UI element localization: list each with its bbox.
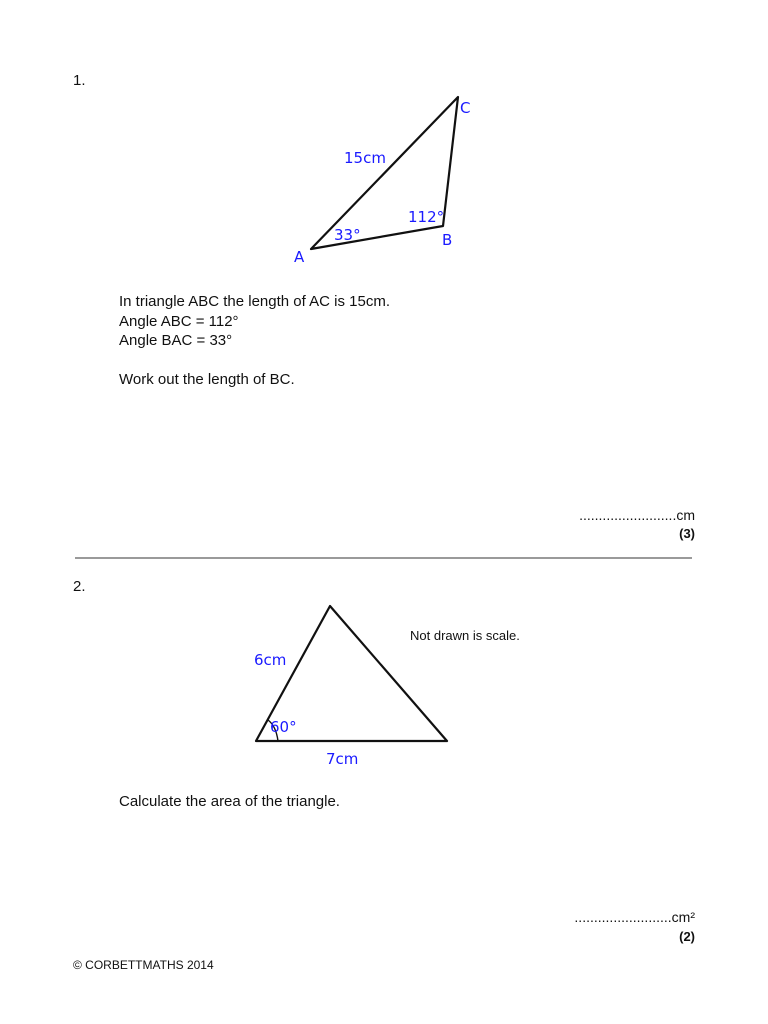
question-1-answer-line: .........................cm: [579, 507, 695, 523]
question-1-line-2: Angle ABC = 112°: [119, 312, 239, 330]
question-1-line-1: In triangle ABC the length of AC is 15cm.: [119, 293, 390, 310]
angle-b-label: 112°: [408, 208, 445, 226]
question-2-triangle-diagram: [0, 570, 768, 790]
question-2-number: 2.: [73, 578, 86, 595]
question-1-text: [119, 292, 390, 351]
angle-60-label: 60°: [270, 718, 297, 736]
question-1-line-3: Angle BAC = 33°: [119, 332, 233, 349]
vertex-c-label: C: [460, 99, 471, 117]
vertex-a-label: A: [294, 248, 305, 266]
side-ac-label: 15cm: [344, 149, 386, 167]
question-divider: [75, 557, 692, 559]
side-left-label: 6cm: [254, 651, 287, 669]
question-1-marks: (3): [679, 526, 695, 541]
question-1-task: Work out the length of BC.: [119, 371, 295, 388]
side-base-label: 7cm: [326, 750, 359, 768]
question-1-number: 1.: [73, 72, 86, 89]
angle-a-label: 33°: [334, 226, 361, 244]
question-2-task: Calculate the area of the triangle.: [119, 793, 340, 810]
footer-copyright: © CORBETTMATHS 2014: [73, 958, 214, 972]
vertex-b-label: B: [442, 231, 453, 249]
question-2-marks: (2): [679, 929, 695, 944]
not-to-scale-note: Not drawn is scale.: [410, 628, 520, 643]
question-2-answer-line: .........................cm²: [574, 909, 695, 925]
